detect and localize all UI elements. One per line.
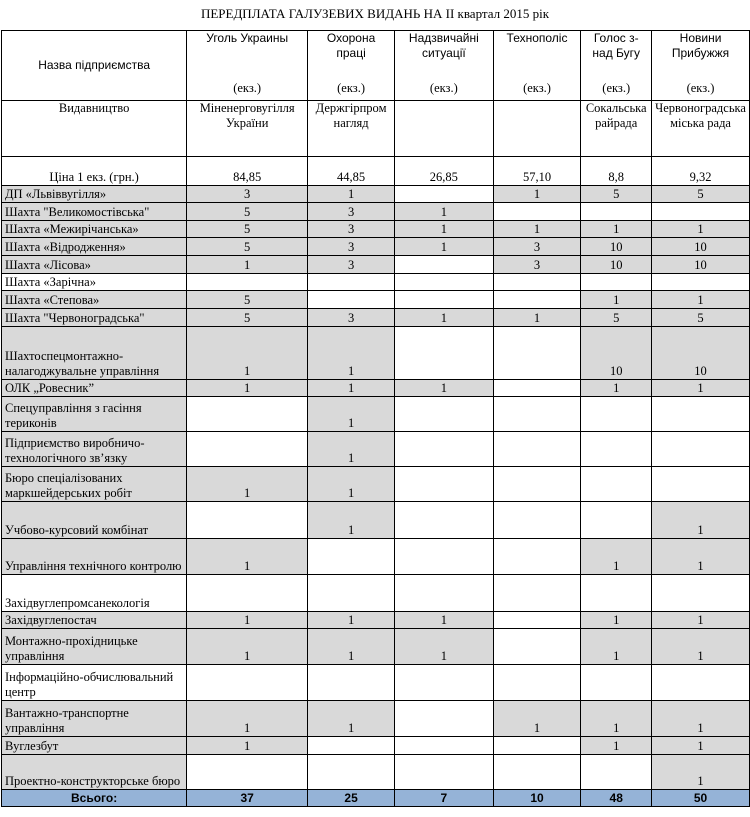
value-cell [395, 397, 494, 432]
value-cell: 1 [581, 380, 652, 397]
value-cell: 1 [308, 629, 395, 665]
value-cell [581, 203, 652, 221]
table-row [2, 575, 750, 612]
enterprise-name: Шахта «Зарічна» [2, 274, 187, 291]
column-title: Надзвичайні ситуації [408, 31, 479, 60]
enterprise-name: ОЛК „Ровесник” [2, 380, 187, 397]
value-cell: 1 [395, 309, 494, 327]
subscription-table [1, 30, 750, 807]
price-row [2, 157, 750, 186]
unit-label: (екз.) [686, 81, 715, 95]
value-cell: 1 [308, 467, 395, 502]
enterprise-name: Бюро спеціалізованих маркшейдерських робіт [2, 467, 187, 502]
value-cell: 3 [308, 203, 395, 221]
value-cell: 3 [493, 238, 581, 256]
value-cell: 1 [581, 737, 652, 755]
value-cell: 1 [187, 629, 308, 665]
value-cell: 1 [308, 380, 395, 397]
value-cell: 3 [187, 186, 308, 203]
header-row [2, 31, 750, 101]
value-cell [395, 665, 494, 701]
publisher-cell: Сокальська райрада [581, 101, 652, 157]
publisher-cell: Червоноградська міська рада [652, 101, 750, 157]
value-cell: 1 [493, 186, 581, 203]
value-cell: 1 [581, 701, 652, 737]
value-cell [308, 539, 395, 575]
value-cell: 5 [187, 221, 308, 238]
value-cell: 1 [652, 701, 750, 737]
value-cell [493, 380, 581, 397]
enterprise-name: Шахта "Червоноградська" [2, 309, 187, 327]
value-cell: 5 [652, 186, 750, 203]
value-cell [652, 432, 750, 467]
value-cell: 1 [652, 380, 750, 397]
table-row [2, 467, 750, 502]
table-row [2, 380, 750, 397]
value-cell [187, 755, 308, 790]
value-cell [493, 203, 581, 221]
value-cell: 10 [652, 238, 750, 256]
column-title: Голос з-над Бугу [592, 31, 641, 60]
value-cell [308, 737, 395, 755]
value-cell: 1 [308, 701, 395, 737]
value-cell: 1 [581, 221, 652, 238]
page-title: ПЕРЕДПЛАТА ГАЛУЗЕВИХ ВИДАНЬ НА ІІ квартал 2015 рік [200, 6, 550, 21]
publisher-cell: Держгірпром нагляд [308, 101, 395, 157]
value-cell: 1 [187, 380, 308, 397]
value-cell: 1 [581, 291, 652, 309]
value-cell [581, 397, 652, 432]
table-row [2, 629, 750, 665]
value-cell: 3 [308, 256, 395, 274]
column-title: Уголь Украины [206, 31, 289, 45]
value-cell: 10 [581, 327, 652, 380]
enterprise-name: Підприємство виробничо-технологічного зв’язку [2, 432, 187, 467]
value-cell [581, 467, 652, 502]
publisher-row [2, 101, 750, 157]
value-cell: 1 [187, 701, 308, 737]
table-row [2, 502, 750, 539]
value-cell: 10 [581, 256, 652, 274]
unit-label: (екз.) [602, 81, 631, 95]
value-cell [308, 575, 395, 612]
column-title: Технополіс [506, 31, 568, 45]
publisher-cell [493, 101, 581, 157]
value-cell [493, 665, 581, 701]
total-cell: 50 [652, 790, 750, 807]
value-cell: 1 [187, 256, 308, 274]
enterprise-name: Шахта «Лісова» [2, 256, 187, 274]
totals-label: Всього: [2, 790, 187, 807]
value-cell [395, 575, 494, 612]
value-cell [187, 665, 308, 701]
value-cell [581, 755, 652, 790]
value-cell: 5 [187, 309, 308, 327]
value-cell [187, 502, 308, 539]
enterprise-name: Шахта «Степова» [2, 291, 187, 309]
value-cell: 1 [308, 397, 395, 432]
value-cell [493, 327, 581, 380]
value-cell: 1 [395, 221, 494, 238]
column-title: Охорона праці [326, 31, 376, 60]
value-cell [493, 737, 581, 755]
value-cell: 1 [652, 291, 750, 309]
price-cell: 9,32 [652, 157, 750, 186]
price-cell: 26,85 [395, 157, 494, 186]
value-cell [308, 291, 395, 309]
enterprise-name: Західвуглепромсанекологія [2, 575, 187, 612]
total-cell: 7 [395, 790, 494, 807]
value-cell [187, 432, 308, 467]
value-cell: 1 [187, 327, 308, 380]
table-row [2, 612, 750, 629]
value-cell [652, 397, 750, 432]
price-label: Ціна 1 екз. (грн.) [2, 157, 187, 186]
publisher-cell [395, 101, 494, 157]
table-row [2, 327, 750, 380]
value-cell [395, 539, 494, 575]
value-cell: 3 [308, 309, 395, 327]
total-cell: 10 [493, 790, 581, 807]
value-cell [308, 274, 395, 291]
table-row [2, 309, 750, 327]
column-header [493, 31, 581, 101]
column-header [308, 31, 395, 101]
value-cell: 10 [652, 327, 750, 380]
value-cell [395, 291, 494, 309]
value-cell [493, 629, 581, 665]
value-cell: 1 [652, 629, 750, 665]
table-row [2, 256, 750, 274]
value-cell: 5 [652, 309, 750, 327]
value-cell: 5 [187, 291, 308, 309]
value-cell: 1 [581, 539, 652, 575]
publisher-label: Видавництво [2, 101, 187, 157]
value-cell [395, 327, 494, 380]
column-title: Новини Прибужжя [671, 31, 730, 60]
value-cell [493, 575, 581, 612]
value-cell [493, 612, 581, 629]
value-cell: 5 [581, 309, 652, 327]
value-cell: 1 [395, 203, 494, 221]
value-cell: 3 [493, 256, 581, 274]
value-cell [395, 467, 494, 502]
value-cell: 1 [308, 432, 395, 467]
enterprise-name: Монтажно-прохідницьке управління [2, 629, 187, 665]
value-cell [395, 737, 494, 755]
value-cell: 1 [652, 539, 750, 575]
enterprise-name: ДП «Львіввугілля» [2, 186, 187, 203]
total-cell: 48 [581, 790, 652, 807]
value-cell: 1 [493, 701, 581, 737]
value-cell [581, 575, 652, 612]
name-header: Назва підприємства [2, 31, 187, 101]
table-row [2, 291, 750, 309]
value-cell: 5 [187, 238, 308, 256]
value-cell [395, 432, 494, 467]
value-cell [652, 203, 750, 221]
value-cell [652, 274, 750, 291]
unit-label: (екз.) [523, 81, 551, 95]
enterprise-name: Шахта "Великомостівська" [2, 203, 187, 221]
enterprise-name: Шахта «Межирічанська» [2, 221, 187, 238]
value-cell [395, 186, 494, 203]
column-header [187, 31, 308, 101]
value-cell: 10 [652, 256, 750, 274]
enterprise-name: Інформаційно-обчислювальний центр [2, 665, 187, 701]
value-cell [187, 575, 308, 612]
value-cell: 1 [395, 629, 494, 665]
enterprise-name: Спецуправління з гасіння териконів [2, 397, 187, 432]
value-cell [652, 467, 750, 502]
value-cell [493, 274, 581, 291]
value-cell [493, 502, 581, 539]
value-cell [395, 502, 494, 539]
value-cell [581, 502, 652, 539]
value-cell: 1 [581, 629, 652, 665]
value-cell: 1 [308, 327, 395, 380]
table-row [2, 397, 750, 432]
value-cell [493, 397, 581, 432]
table-row [2, 186, 750, 203]
value-cell [581, 274, 652, 291]
value-cell [308, 665, 395, 701]
value-cell [493, 467, 581, 502]
enterprise-name: Вантажно-транспортне управління [2, 701, 187, 737]
enterprise-name: Шахта «Відродження» [2, 238, 187, 256]
value-cell [652, 665, 750, 701]
value-cell [581, 432, 652, 467]
table-row [2, 203, 750, 221]
value-cell: 1 [493, 221, 581, 238]
table-row [2, 737, 750, 755]
value-cell: 1 [395, 612, 494, 629]
price-cell: 57,10 [493, 157, 581, 186]
value-cell: 1 [493, 309, 581, 327]
price-cell: 44,85 [308, 157, 395, 186]
value-cell: 1 [308, 186, 395, 203]
table-row [2, 274, 750, 291]
table-row [2, 539, 750, 575]
unit-label: (екз.) [337, 81, 365, 95]
value-cell [493, 432, 581, 467]
value-cell [395, 274, 494, 291]
value-cell: 3 [308, 221, 395, 238]
price-cell: 84,85 [187, 157, 308, 186]
value-cell: 1 [187, 467, 308, 502]
value-cell: 1 [187, 737, 308, 755]
value-cell [308, 755, 395, 790]
column-header [652, 31, 750, 101]
value-cell: 1 [652, 755, 750, 790]
value-cell [493, 755, 581, 790]
value-cell: 1 [395, 238, 494, 256]
value-cell: 1 [581, 612, 652, 629]
unit-label: (екз.) [233, 81, 262, 95]
enterprise-name: Вуглезбут [2, 737, 187, 755]
value-cell: 1 [652, 221, 750, 238]
publisher-cell: Міненерговугілля України [187, 101, 308, 157]
table-row [2, 665, 750, 701]
totals-row [2, 790, 750, 807]
table-row [2, 221, 750, 238]
value-cell: 1 [308, 612, 395, 629]
value-cell [187, 274, 308, 291]
table-row [2, 755, 750, 790]
value-cell: 10 [581, 238, 652, 256]
value-cell [187, 397, 308, 432]
enterprise-name: Учбово-курсовий комбінат [2, 502, 187, 539]
price-cell: 8,8 [581, 157, 652, 186]
value-cell: 1 [652, 737, 750, 755]
enterprise-name: Проектно-конструкторське бюро [2, 755, 187, 790]
enterprise-name: Західвуглепостач [2, 612, 187, 629]
value-cell [493, 291, 581, 309]
value-cell: 1 [652, 502, 750, 539]
table-row [2, 432, 750, 467]
value-cell [395, 701, 494, 737]
value-cell: 5 [581, 186, 652, 203]
total-cell: 25 [308, 790, 395, 807]
total-cell: 37 [187, 790, 308, 807]
value-cell: 1 [652, 612, 750, 629]
table-body [2, 31, 750, 807]
value-cell [493, 539, 581, 575]
value-cell [581, 665, 652, 701]
value-cell: 1 [308, 502, 395, 539]
table-row [2, 701, 750, 737]
value-cell: 3 [308, 238, 395, 256]
enterprise-name: Шахтоспецмонтажно-налагоджувальне управління [2, 327, 187, 380]
value-cell: 1 [187, 612, 308, 629]
column-header [395, 31, 494, 101]
value-cell: 5 [187, 203, 308, 221]
unit-label: (екз.) [429, 81, 458, 95]
value-cell: 1 [187, 539, 308, 575]
value-cell [652, 575, 750, 612]
value-cell [395, 256, 494, 274]
column-header [581, 31, 652, 101]
value-cell [395, 755, 494, 790]
table-row [2, 238, 750, 256]
value-cell: 1 [395, 380, 494, 397]
enterprise-name: Управління технічного контролю [2, 539, 187, 575]
